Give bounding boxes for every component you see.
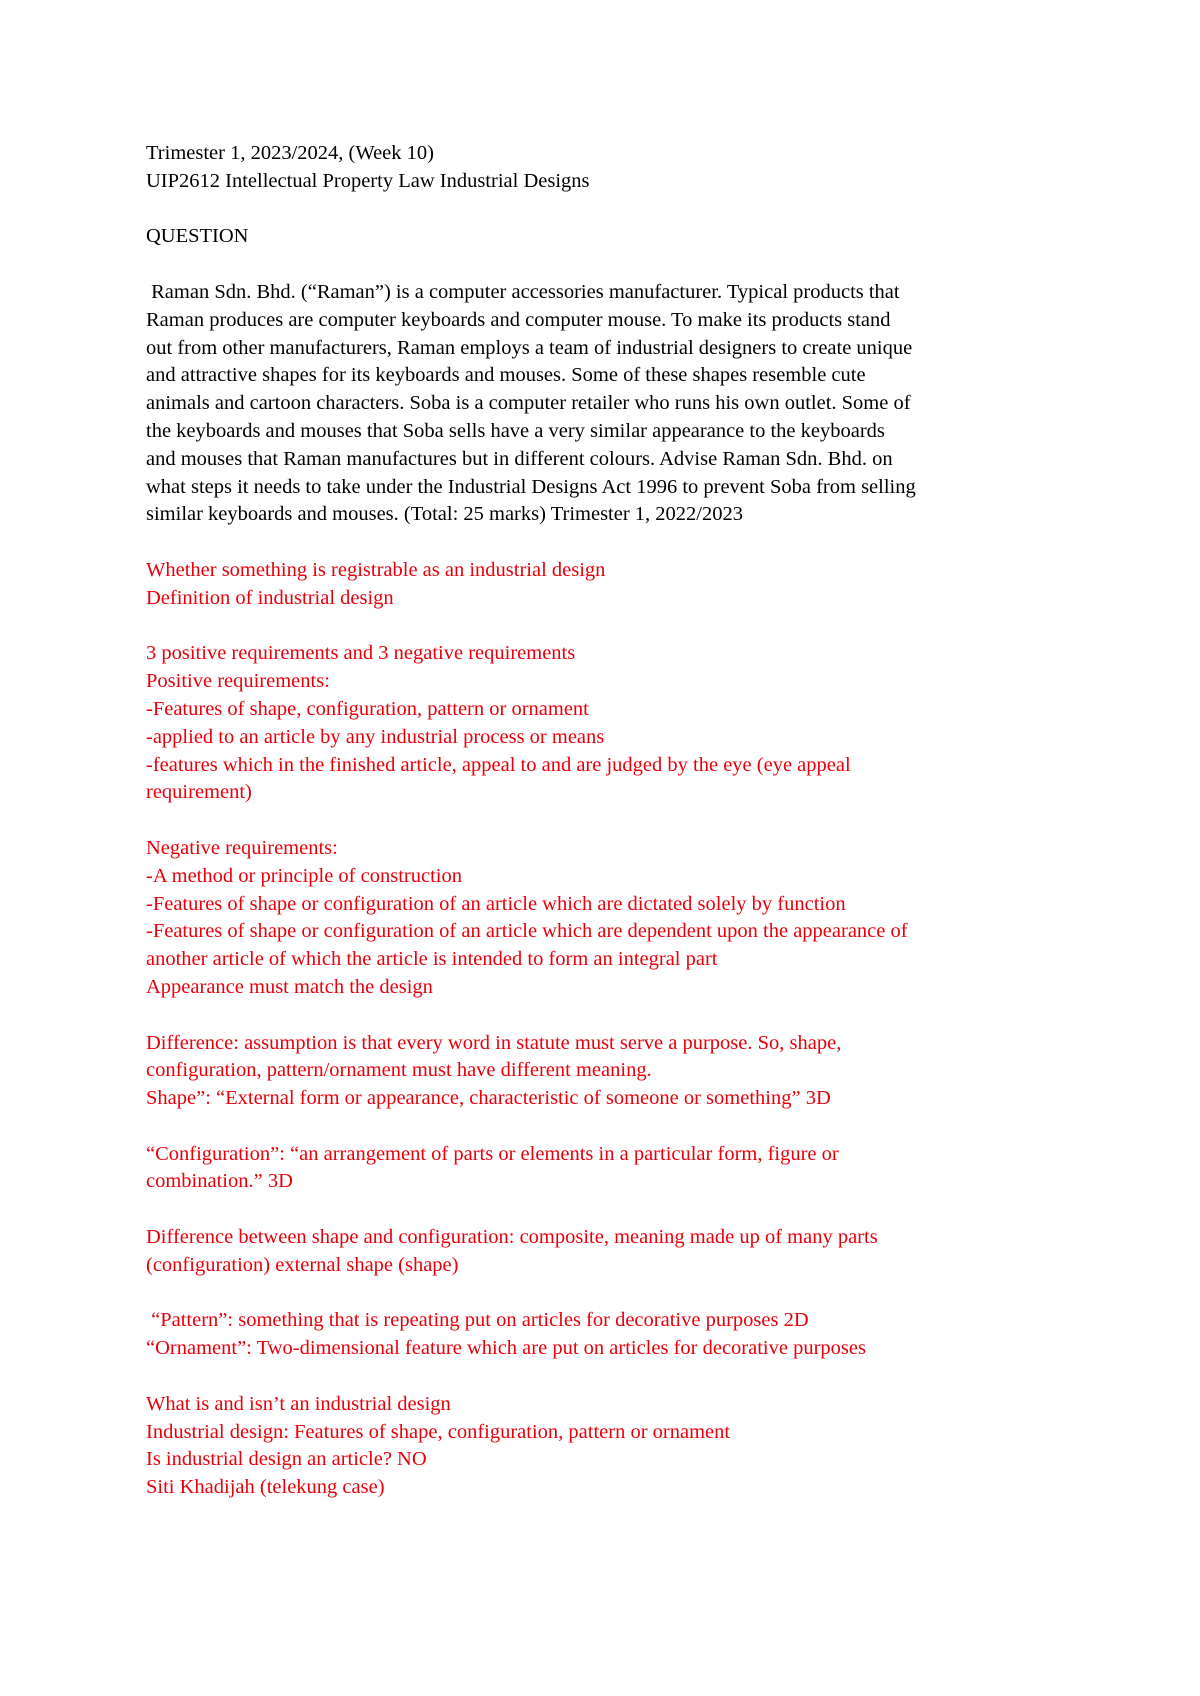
question-line: and attractive shapes for its keyboards and mouses. Some of these shapes resemble cute: [146, 364, 866, 387]
note-line: -features which in the finished article, appeal to and are judged by the eye (eye appeal: [146, 753, 851, 776]
question-heading-block: [146, 223, 1086, 251]
question-line: Raman Sdn. Bhd. (“Raman”) is a computer accessories manufacturer. Typical products that: [146, 280, 900, 303]
question-heading: QUESTION: [146, 225, 249, 248]
note-line: 3 positive requirements and 3 negative requirements: [146, 642, 576, 665]
note-line: -A method or principle of construction: [146, 864, 462, 887]
question-line: out from other manufacturers, Raman employs a team of industrial designers to create unique: [146, 336, 913, 359]
note-line: Whether something is registrable as an industrial design: [146, 558, 606, 581]
question-line: and mouses that Raman manufactures but in different colours. Advise Raman Sdn. Bhd. on: [146, 447, 893, 470]
note-line: configuration, pattern/ornament must have different meaning.: [146, 1059, 652, 1082]
note-line: -applied to an article by any industrial process or means: [146, 725, 605, 748]
notes-what-is: [146, 1391, 1086, 1502]
note-line: another article of which the article is intended to form an integral part: [146, 948, 718, 971]
question-line: Raman produces are computer keyboards and computer mouse. To make its products stand: [146, 308, 891, 331]
document-body: [146, 140, 1086, 1502]
note-line: (configuration) external shape (shape): [146, 1253, 459, 1276]
question-line: what steps it needs to take under the Industrial Designs Act 1996 to prevent Soba from selling: [146, 475, 916, 498]
note-line: “Ornament”: Two-dimensional feature which are put on articles for decorative purposes: [146, 1337, 866, 1360]
note-line: combination.” 3D: [146, 1170, 293, 1193]
note-line: Shape”: “External form or appearance, characteristic of someone or something” 3D: [146, 1087, 831, 1110]
note-line: Negative requirements:: [146, 836, 338, 859]
course-title: UIP2612 Intellectual Property Law Industrial Designs: [146, 169, 590, 192]
note-line: Difference: assumption is that every word in statute must serve a purpose. So, shape,: [146, 1031, 842, 1054]
note-line: “Configuration”: “an arrangement of parts or elements in a particular form, figure or: [146, 1142, 839, 1165]
term-line: Trimester 1, 2023/2024, (Week 10): [146, 142, 434, 164]
note-line: Siti Khadijah (telekung case): [146, 1476, 385, 1499]
notes-pattern-ornament: [146, 1307, 1086, 1363]
note-line: Appearance must match the design: [146, 975, 433, 998]
question-line: similar keyboards and mouses. (Total: 25 marks) Trimester 1, 2022/2023: [146, 503, 743, 526]
note-line: “Pattern”: something that is repeating put on articles for decorative purposes 2D: [146, 1309, 809, 1332]
question-line: the keyboards and mouses that Soba sells have a very similar appearance to the keyboards: [146, 419, 885, 442]
notes-registrable: [146, 557, 1086, 613]
note-line: -Features of shape or configuration of an article which are dictated solely by function: [146, 892, 846, 915]
note-line: requirement): [146, 781, 252, 804]
note-line: Positive requirements:: [146, 670, 330, 693]
note-line: -Features of shape or configuration of an article which are dependent upon the appearance of: [146, 920, 908, 943]
note-line: -Features of shape, configuration, pattern or ornament: [146, 697, 589, 720]
note-line: Definition of industrial design: [146, 586, 394, 609]
notes-shape-vs-configuration: [146, 1224, 1086, 1280]
question-line: animals and cartoon characters. Soba is a computer retailer who runs his own outlet. Some of: [146, 392, 911, 415]
header-block: [146, 140, 1086, 196]
notes-difference: [146, 1030, 1086, 1113]
notes-configuration: [146, 1141, 1086, 1197]
note-line: Industrial design: Features of shape, configuration, pattern or ornament: [146, 1420, 731, 1443]
question-text: [146, 279, 1086, 529]
note-line: What is and isn’t an industrial design: [146, 1392, 451, 1415]
note-line: Is industrial design an article? NO: [146, 1448, 427, 1471]
note-line: Difference between shape and configuration: composite, meaning made up of many parts: [146, 1226, 878, 1249]
notes-negative-requirements: [146, 835, 1086, 1002]
notes-positive-requirements: [146, 640, 1086, 807]
